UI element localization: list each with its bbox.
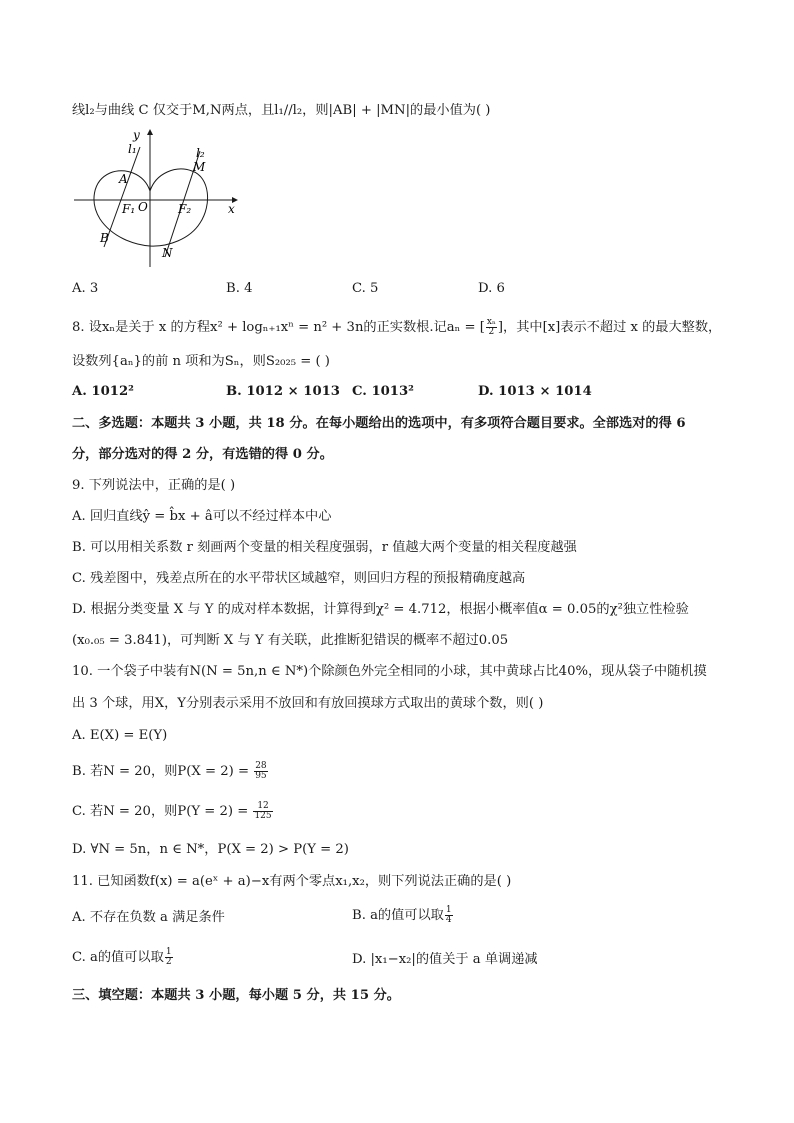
q8-stem-part1: 8. 设xₙ是关于 x 的方程x² + logₙ₊₁xⁿ = n² + 3n的正实数根.记aₙ = [ [72, 320, 485, 335]
q10-option-b-fraction [254, 762, 267, 781]
q11-c-den: 2 [165, 957, 172, 967]
q9-option-b: B. 可以用相关系数 r 刻画两个变量的相关程度强弱，r 值越大两个变量的相关程度越强 [72, 540, 577, 555]
q8-option-c: C. 1013² [352, 384, 414, 399]
section2-heading-line1: 二、多选题：本题共 3 小题，共 18 分。在每小题给出的选项中，有多项符合题目要求。全部选对的得 6 [72, 416, 686, 431]
q11-option-c-fraction [165, 948, 173, 967]
fig-label-A: A [119, 172, 128, 186]
q9-option-d-line1: D. 根据分类变量 X 与 Y 的成对样本数据，计算得到χ² = 4.712，根据小概率值α = 0.05的χ²独立性检验 [72, 602, 689, 617]
q11-option-b-fraction [445, 906, 453, 925]
q11-stem: 11. 已知函数f(x) = a(eˣ + a)−x有两个零点x₁,x₂，则下列说法正确的是( ) [72, 874, 512, 889]
q10-b-den: 95 [255, 771, 267, 781]
q8-option-d: D. 1013 × 1014 [478, 384, 592, 399]
q10-option-b [72, 762, 269, 782]
fig-label-l1: l₁ [128, 142, 137, 156]
fig-label-y: y [133, 128, 140, 142]
q11-option-a: A. 不存在负数 a 满足条件 [72, 910, 225, 925]
fig-label-N: N [162, 246, 173, 260]
q8-option-a: A. 1012² [72, 384, 134, 399]
q10-c-den: 125 [254, 811, 272, 821]
q11-option-b [352, 906, 454, 926]
q9-stem: 9. 下列说法中，正确的是( ) [72, 478, 236, 493]
q7-option-b: B. 4 [226, 281, 253, 296]
q10-option-d: D. ∀N = 5n，n ∈ N*，P(X = 2) > P(Y = 2) [72, 842, 349, 857]
q11-option-d: D. |x₁−x₂|的值关于 a 单调递减 [352, 952, 538, 967]
q8-stem-line1 [72, 318, 721, 338]
q8-frac-den: 2 [488, 327, 495, 337]
q8-option-b: B. 1012 × 1013 [226, 384, 340, 399]
q10-option-c-fraction [253, 802, 272, 821]
fig-label-F2: F₂ [178, 202, 192, 216]
q11-option-c-text: C. a的值可以取 [72, 950, 164, 965]
q10-option-c [72, 802, 274, 822]
q7-option-a: A. 3 [72, 281, 99, 296]
section3-heading: 三、填空题：本题共 3 小题，每小题 5 分，共 15 分。 [72, 988, 400, 1003]
q10-stem-line1: 10. 一个袋子中装有N(N = 5n,n ∈ N*)个除颜色外完全相同的小球，其中黄球占比40%，现从袋子中随机摸 [72, 664, 707, 679]
q9-option-a: A. 回归直线ŷ = b̂x + â可以不经过样本中心 [72, 509, 332, 524]
q10-c-num: 12 [253, 802, 272, 812]
q8-stem-line2: 设数列{aₙ}的前 n 项和为Sₙ，则S₂₀₂₅ = ( ) [72, 354, 330, 369]
fig-label-B: B [100, 231, 109, 245]
q11-option-b-text: B. a的值可以取 [352, 908, 444, 923]
fig-label-O: O [138, 200, 148, 214]
q11-b-den: 4 [445, 915, 452, 925]
q9-option-c: C. 残差图中，残差点所在的水平带状区域越窄，则回归方程的预报精确度越高 [72, 571, 526, 586]
q7-option-c: C. 5 [352, 281, 379, 296]
q11-option-c [72, 948, 174, 968]
q10-stem-line2: 出 3 个球，用X，Y分别表示采用不放回和有放回摸球方式取出的黄球个数，则( ) [72, 696, 544, 711]
q7-option-d: D. 6 [478, 281, 505, 296]
q9-option-d-line2: (x₀.₀₅ = 3.841)，可判断 X 与 Y 有关联，此推断犯错误的概率不超过0.05 [72, 633, 509, 648]
fig-label-M: M [193, 160, 206, 174]
q10-option-b-text: B. 若N = 20，则P(X = 2) = [72, 764, 254, 779]
fig-label-x: x [228, 202, 235, 216]
q10-b-num: 28 [255, 761, 267, 771]
q8-stem-part2: ]，其中[x]表示不超过 x 的最大整数， [497, 320, 722, 335]
q8-fraction [486, 318, 497, 337]
heart-curve-figure [72, 127, 242, 267]
fig-label-l2: l₂ [196, 146, 205, 160]
section2-heading-line2: 分，部分选对的得 2 分，有选错的得 0 分。 [72, 447, 333, 462]
fig-label-F1: F₁ [122, 202, 136, 216]
q11-b-num: 1 [445, 905, 452, 915]
q10-option-a: A. E(X) = E(Y) [72, 728, 168, 743]
q8-frac-num: xₙ [486, 317, 496, 327]
q10-option-c-text: C. 若N = 20，则P(Y = 2) = [72, 804, 253, 819]
q7-stem-tail: 线l₂与曲线 C 仅交于M,N两点，且l₁//l₂，则|AB| + |MN|的最小值为( ) [72, 103, 491, 118]
q11-c-num: 1 [165, 947, 172, 957]
